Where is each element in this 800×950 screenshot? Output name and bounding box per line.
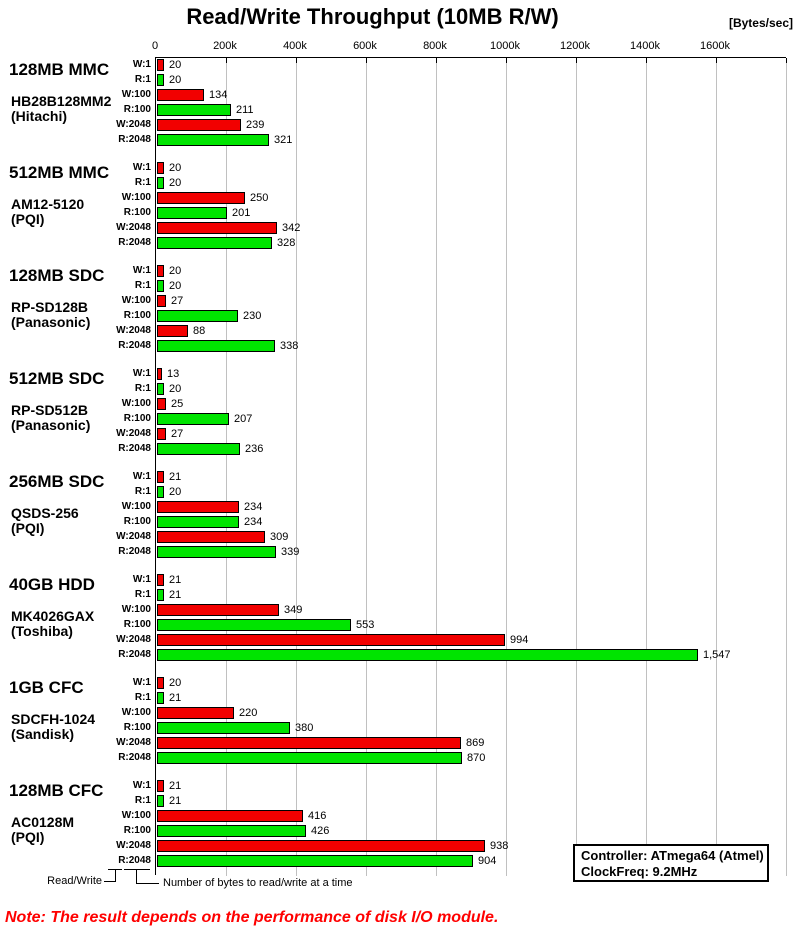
bar-value-label: 250 [250, 192, 269, 204]
write-bar [157, 428, 166, 440]
write-bar [157, 89, 204, 101]
group-model-label: MK4026GAX [11, 608, 95, 624]
bar-value-label: 328 [277, 237, 296, 249]
read-bar [157, 486, 164, 498]
write-bar [157, 59, 164, 71]
bar-row-label: R:2048 [118, 752, 151, 763]
bar-row-label: R:100 [123, 825, 151, 836]
footnote-bytes: Number of bytes to read/write at a time [163, 877, 353, 889]
grid-line [716, 58, 717, 876]
bar-value-label: 21 [169, 574, 182, 586]
bar-row-label: W:2048 [116, 428, 151, 439]
group-vendor-label: (Sandisk) [11, 726, 75, 742]
bar-row-label: W:1 [132, 574, 151, 585]
axis-tick [576, 58, 577, 63]
x-axis-tick-label: 800k [423, 40, 447, 52]
bar-value-label: 88 [193, 325, 206, 337]
bar-row-label: W:100 [121, 295, 151, 306]
read-bar [157, 516, 239, 528]
bar-row-label: R:100 [123, 619, 151, 630]
grid-line [786, 58, 787, 876]
group-model-label: HB28B128MM2 [11, 93, 112, 109]
read-bar [157, 692, 164, 704]
bar-row-label: W:1 [132, 677, 151, 688]
bar-row-label: W:1 [132, 162, 151, 173]
write-bar [157, 737, 461, 749]
grid-line [576, 58, 577, 876]
read-bar [157, 825, 306, 837]
bar-value-label: 220 [239, 707, 258, 719]
bar-row-label: R:100 [123, 207, 151, 218]
bar-value-label: 20 [169, 59, 182, 71]
read-bar [157, 340, 275, 352]
bar-row-label: R:2048 [118, 855, 151, 866]
bar-value-label: 994 [510, 634, 529, 646]
bar-row-label: W:2048 [116, 325, 151, 336]
bar-value-label: 938 [490, 840, 509, 852]
bar-row-label: W:1 [132, 59, 151, 70]
read-bar [157, 134, 269, 146]
write-bar [157, 707, 234, 719]
bar-row-label: R:1 [134, 486, 151, 497]
bar-value-label: 20 [169, 177, 182, 189]
grid-line [646, 58, 647, 876]
bar-row-label: W:2048 [116, 222, 151, 233]
x-axis-tick-label: 600k [353, 40, 377, 52]
write-bar [157, 265, 164, 277]
footnote-read-write: Read/Write [47, 875, 102, 887]
bar-value-label: 416 [308, 810, 327, 822]
read-bar [157, 237, 272, 249]
bar-row-label: W:2048 [116, 634, 151, 645]
read-bar [157, 546, 276, 558]
group-vendor-label: (PQI) [11, 211, 45, 227]
bar-row-label: R:2048 [118, 340, 151, 351]
group-capacity-label: 512MB MMC [9, 163, 110, 182]
read-bar [157, 589, 164, 601]
bar-row-label: R:100 [123, 310, 151, 321]
write-bar [157, 119, 241, 131]
group-capacity-label: 128MB CFC [9, 781, 104, 800]
read-bar [157, 383, 164, 395]
bar-row-label: R:2048 [118, 237, 151, 248]
bar-value-label: 234 [244, 516, 263, 528]
group-vendor-label: (PQI) [11, 520, 45, 536]
group-vendor-label: (PQI) [11, 829, 45, 845]
axis-tick [296, 58, 297, 63]
group-capacity-label: 128MB MMC [9, 60, 110, 79]
group-vendor-label: (Hitachi) [11, 108, 67, 124]
write-bar [157, 574, 164, 586]
bar-value-label: 426 [311, 825, 330, 837]
group-model-label: AC0128M [11, 814, 75, 830]
bar-row-label: R:1 [134, 74, 151, 85]
bar-value-label: 21 [169, 589, 182, 601]
x-axis-tick-label: 200k [213, 40, 237, 52]
bar-row-label: W:1 [132, 471, 151, 482]
group-capacity-label: 1GB CFC [9, 678, 84, 697]
write-bar [157, 810, 303, 822]
bar-value-label: 309 [270, 531, 289, 543]
bar-value-label: 21 [169, 780, 182, 792]
bar-row-label: R:1 [134, 589, 151, 600]
bar-row-label: R:2048 [118, 443, 151, 454]
x-axis-tick-label: 1400k [630, 40, 660, 52]
bar-value-label: 342 [282, 222, 301, 234]
bar-row-label: W:100 [121, 810, 151, 821]
bar-value-label: 339 [281, 546, 300, 558]
group-model-label: RP-SD128B [11, 299, 89, 315]
bar-value-label: 20 [169, 677, 182, 689]
bar-value-label: 27 [171, 428, 184, 440]
group-vendor-label: (Panasonic) [11, 417, 91, 433]
axis-tick [366, 58, 367, 63]
group-capacity-label: 512MB SDC [9, 369, 105, 388]
bar-value-label: 230 [243, 310, 262, 322]
plot-area [116, 57, 786, 875]
group-capacity-label: 40GB HDD [9, 575, 95, 594]
bar-row-label: W:100 [121, 501, 151, 512]
bar-row-label: W:1 [132, 368, 151, 379]
axis-tick [646, 58, 647, 63]
bar-value-label: 20 [169, 486, 182, 498]
read-bar [157, 74, 164, 86]
legend-clockfreq-line: ClockFreq: 9.2MHz [581, 864, 698, 879]
write-bar [157, 471, 164, 483]
read-bar [157, 619, 351, 631]
bar-value-label: 553 [356, 619, 375, 631]
write-bar [157, 604, 279, 616]
bar-row-label: R:1 [134, 795, 151, 806]
bar-row-label: R:1 [134, 692, 151, 703]
write-bar [157, 162, 164, 174]
bar-value-label: 338 [280, 340, 299, 352]
bar-value-label: 21 [169, 471, 182, 483]
bar-value-label: 13 [167, 368, 180, 380]
bar-value-label: 20 [169, 383, 182, 395]
read-bar [157, 104, 231, 116]
bar-value-label: 27 [171, 295, 184, 307]
read-bar [157, 310, 238, 322]
write-bar [157, 501, 239, 513]
write-bar [157, 325, 188, 337]
bar-value-label: 20 [169, 265, 182, 277]
read-bar [157, 752, 462, 764]
group-model-label: SDCFH-1024 [11, 711, 96, 727]
grid-line [506, 58, 507, 876]
bar-value-label: 201 [232, 207, 251, 219]
read-bar [157, 280, 164, 292]
callout-stub-bytes [136, 869, 137, 884]
bar-value-label: 904 [478, 855, 497, 867]
bar-value-label: 134 [209, 89, 228, 101]
group-model-label: AM12-5120 [11, 196, 85, 212]
read-bar [157, 855, 473, 867]
write-bar [157, 531, 265, 543]
bar-value-label: 869 [466, 737, 485, 749]
axis-tick [716, 58, 717, 63]
callout-underline-bytes [124, 869, 150, 870]
x-axis-tick-label: 1000k [490, 40, 520, 52]
bar-value-label: 207 [234, 413, 253, 425]
bar-value-label: 20 [169, 280, 182, 292]
bar-row-label: W:100 [121, 707, 151, 718]
read-bar [157, 177, 164, 189]
bar-row-label: W:1 [132, 780, 151, 791]
bar-row-label: W:2048 [116, 737, 151, 748]
x-axis-tick-label: 0 [151, 40, 159, 52]
bar-value-label: 21 [169, 795, 182, 807]
bar-value-label: 20 [169, 162, 182, 174]
bar-row-label: W:100 [121, 192, 151, 203]
bar-row-label: R:100 [123, 413, 151, 424]
bar-value-label: 349 [284, 604, 303, 616]
bar-value-label: 25 [171, 398, 184, 410]
write-bar [157, 780, 164, 792]
bar-row-label: R:1 [134, 177, 151, 188]
bar-row-label: R:2048 [118, 649, 151, 660]
x-axis-tick-label: 1600k [700, 40, 730, 52]
read-bar [157, 413, 229, 425]
bar-row-label: W:2048 [116, 840, 151, 851]
bar-row-label: R:100 [123, 516, 151, 527]
bar-row-label: R:1 [134, 280, 151, 291]
group-model-label: RP-SD512B [11, 402, 89, 418]
read-bar [157, 649, 698, 661]
bar-row-label: W:2048 [116, 531, 151, 542]
callout-line-bytes [136, 883, 159, 884]
legend-box [573, 844, 769, 882]
write-bar [157, 634, 505, 646]
bar-row-label: R:1 [134, 383, 151, 394]
bar-row-label: R:2048 [118, 134, 151, 145]
bar-row-label: R:100 [123, 104, 151, 115]
bar-row-label: W:100 [121, 398, 151, 409]
axis-tick [226, 58, 227, 63]
x-axis-tick-label: 400k [283, 40, 307, 52]
axis-unit-label: [Bytes/sec] [728, 16, 793, 30]
axis-tick [436, 58, 437, 63]
write-bar [157, 398, 166, 410]
bar-value-label: 380 [295, 722, 314, 734]
group-vendor-label: (Panasonic) [11, 314, 91, 330]
bar-value-label: 236 [245, 443, 264, 455]
bar-value-label: 20 [169, 74, 182, 86]
bar-value-label: 239 [246, 119, 265, 131]
write-bar [157, 192, 245, 204]
group-model-label: QSDS-256 [11, 505, 79, 521]
bar-value-label: 321 [274, 134, 293, 146]
group-capacity-label: 256MB SDC [9, 472, 105, 491]
bar-value-label: 21 [169, 692, 182, 704]
read-bar [157, 207, 227, 219]
bar-row-label: R:100 [123, 722, 151, 733]
bar-value-label: 234 [244, 501, 263, 513]
bar-value-label: 870 [467, 752, 486, 764]
write-bar [157, 295, 166, 307]
legend-controller-line: Controller: ATmega64 (Atmel) [581, 848, 764, 863]
read-bar [157, 443, 240, 455]
write-bar [157, 840, 485, 852]
write-bar [157, 368, 162, 380]
callout-line-rw [104, 881, 116, 882]
axis-tick [506, 58, 507, 63]
footnote-note: Note: The result depends on the performance of disk I/O module. [5, 909, 499, 926]
bar-value-label: 1,547 [703, 649, 731, 661]
read-bar [157, 795, 164, 807]
bar-value-label: 211 [236, 104, 254, 116]
bar-row-label: R:2048 [118, 546, 151, 557]
read-bar [157, 722, 290, 734]
bar-row-label: W:100 [121, 89, 151, 100]
chart-title: Read/Write Throughput (10MB R/W) [186, 4, 559, 29]
bar-row-label: W:1 [132, 265, 151, 276]
bar-row-label: W:100 [121, 604, 151, 615]
axis-tick [786, 58, 787, 63]
write-bar [157, 677, 164, 689]
x-axis-tick-label: 1200k [560, 40, 590, 52]
group-capacity-label: 128MB SDC [9, 266, 105, 285]
write-bar [157, 222, 277, 234]
bar-row-label: W:2048 [116, 119, 151, 130]
group-vendor-label: (Toshiba) [11, 623, 73, 639]
